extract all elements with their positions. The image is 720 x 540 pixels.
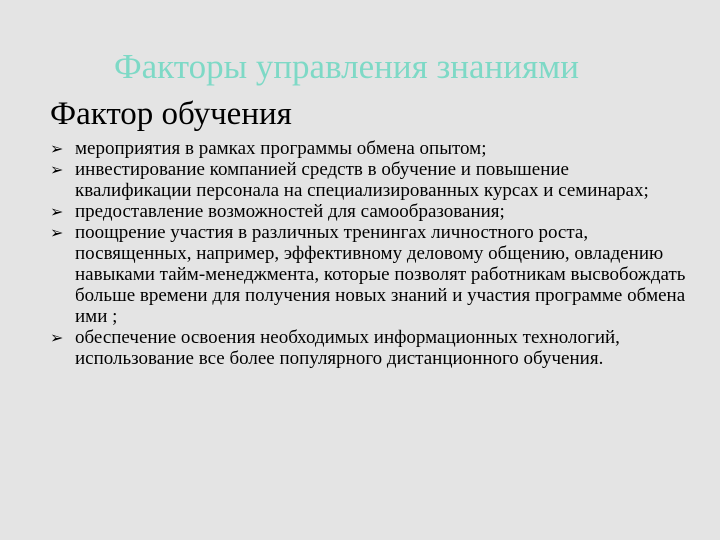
arrow-bullet-icon: ➢	[50, 328, 64, 347]
bullet-text: поощрение участия в различных тренингах личностного роста, посвященных, например, эффективному деловому общению, овладению навыками тайм-менеджмента, которые позволят работникам высвобождать больше времени для получения новых знаний и участия программе обмена ими ;	[75, 222, 686, 327]
arrow-bullet-icon: ➢	[50, 139, 64, 158]
list-item	[50, 159, 690, 201]
arrow-bullet-icon: ➢	[50, 202, 64, 221]
list-item	[50, 138, 690, 159]
slide-subtitle: Фактор обучения	[50, 96, 292, 132]
bullet-list	[50, 138, 690, 369]
bullet-text: инвестирование компанией средств в обучение и повышение квалификации персонала на специализированных курсах и семинарах;	[75, 159, 649, 201]
bullet-text: предоставление возможностей для самообразования;	[75, 201, 505, 222]
list-item	[50, 201, 690, 222]
arrow-bullet-icon: ➢	[50, 223, 64, 242]
list-item	[50, 327, 690, 369]
bullet-text: обеспечение освоения необходимых информационных технологий, использование все более популярного дистанционного обучения.	[75, 327, 620, 369]
arrow-bullet-icon: ➢	[50, 160, 64, 179]
slide-title: Факторы управления знаниями	[114, 47, 579, 86]
bullet-text: мероприятия в рамках программы обмена опытом;	[75, 138, 487, 159]
list-item	[50, 222, 690, 327]
